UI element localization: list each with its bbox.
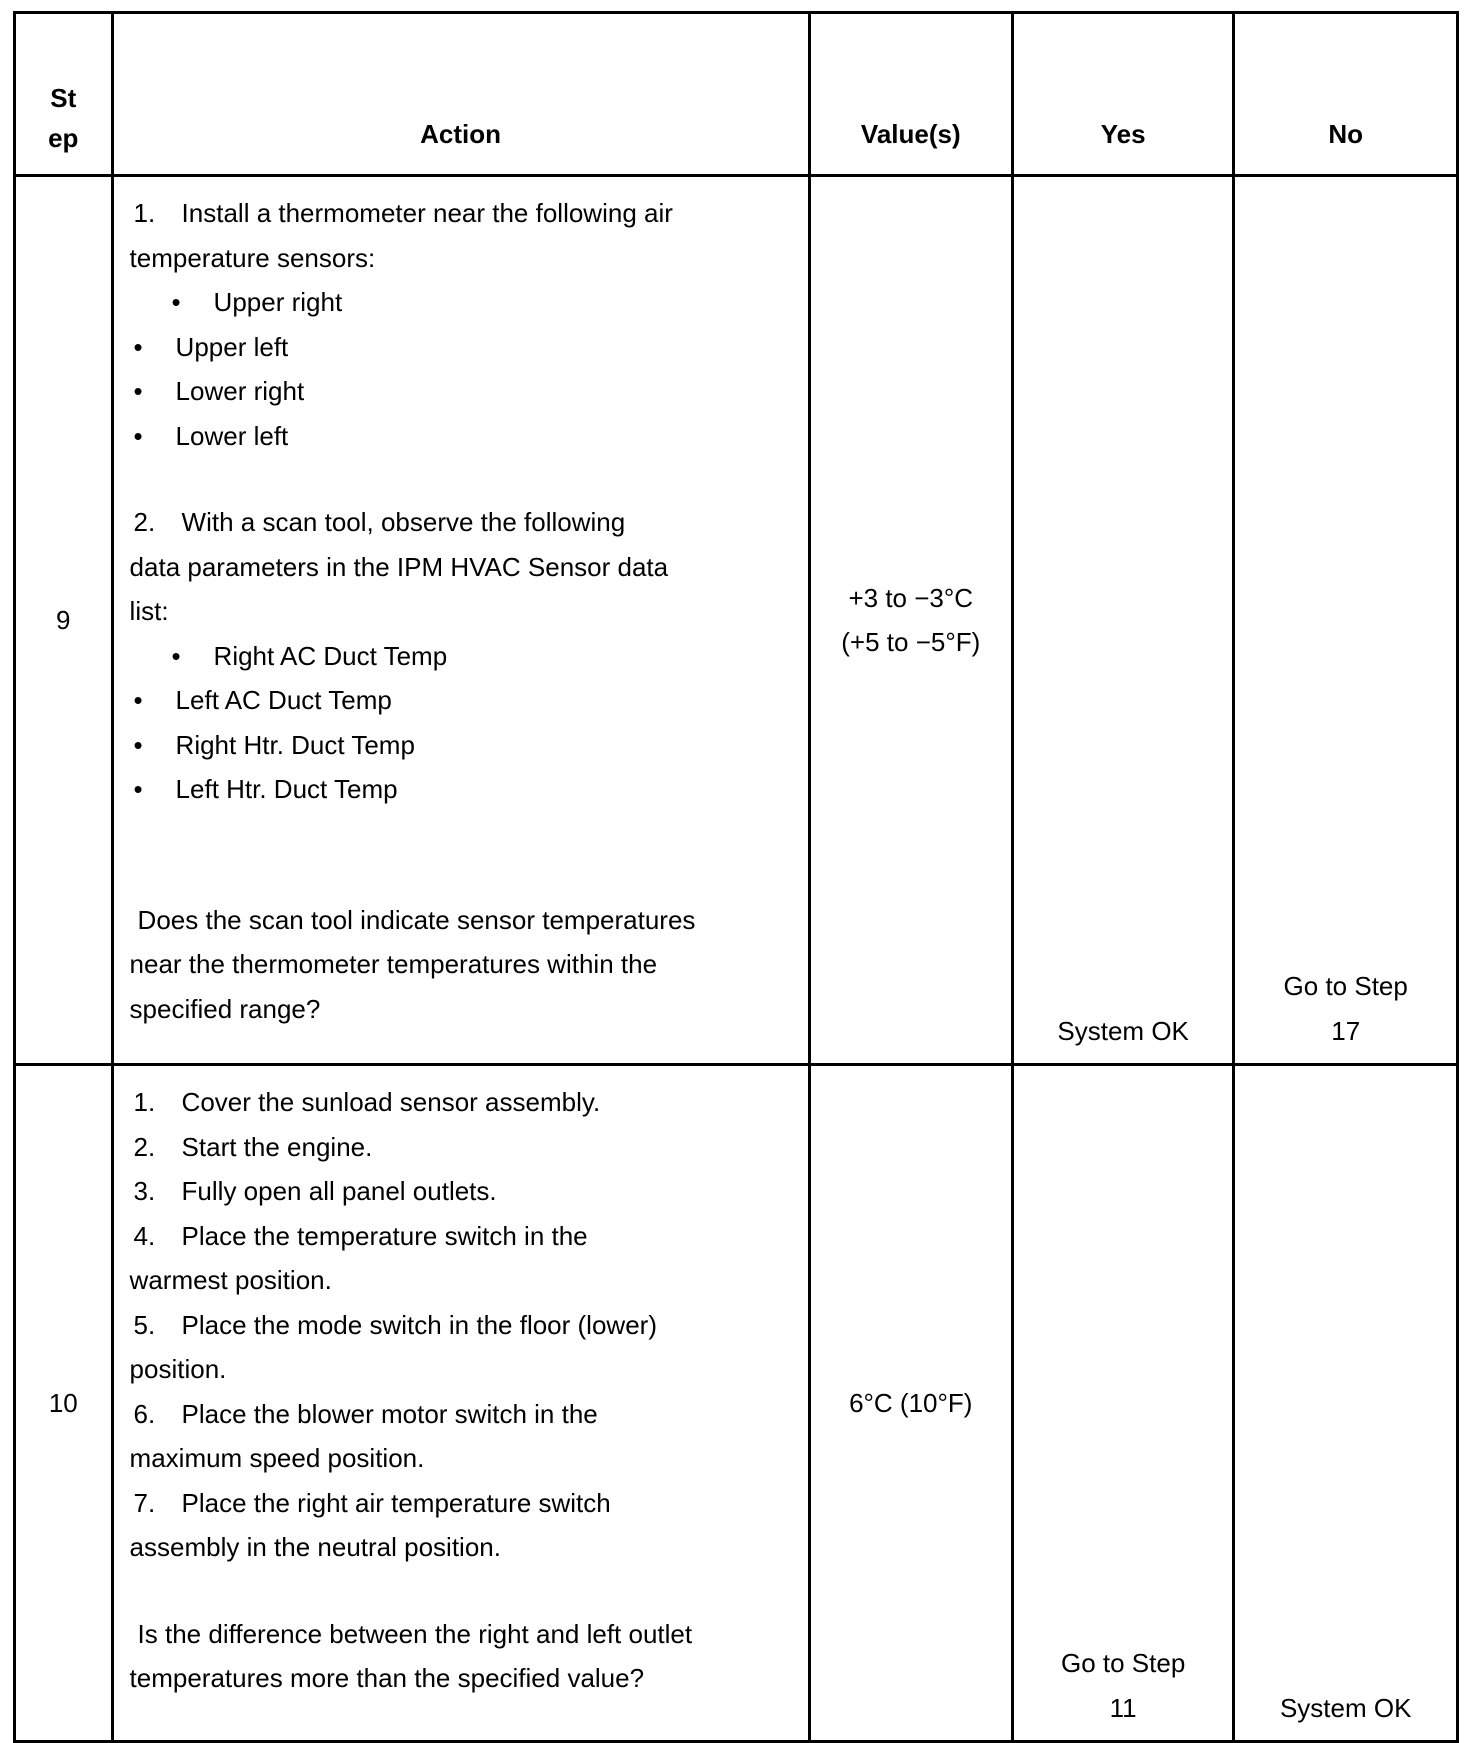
list-item: • Left AC Duct Temp xyxy=(133,685,392,715)
action-item: 2. With a scan tool, observe the following xyxy=(133,507,626,537)
header-step xyxy=(15,13,113,176)
diagnostic-table xyxy=(13,11,1459,1743)
action-item-continuation: assembly in the neutral position. xyxy=(129,1532,501,1562)
action-item: 1. Cover the sunload sensor assembly. xyxy=(133,1087,601,1117)
question-continuation: specified range? xyxy=(129,993,321,1024)
action-item: 3. Fully open all panel outlets. xyxy=(133,1176,497,1206)
value-line1: +3 to −3°C xyxy=(848,583,974,613)
no-cell xyxy=(1234,1065,1458,1742)
no-line2: 17 xyxy=(1331,1015,1361,1046)
action-item-continuation: maximum speed position. xyxy=(129,1443,425,1473)
table-row xyxy=(15,1065,1458,1742)
yes-cell xyxy=(1012,176,1234,1065)
list-item: • Right Htr. Duct Temp xyxy=(133,729,415,760)
action-item: 6. Place the blower motor switch in the xyxy=(133,1398,598,1429)
header-step-line2: ep xyxy=(48,123,79,153)
question: Does the scan tool indicate sensor temperatures xyxy=(137,904,696,935)
list-item: • Upper right xyxy=(171,287,343,317)
header-action: Action xyxy=(112,13,809,176)
action-item-continuation: data parameters in the IPM HVAC Sensor data xyxy=(129,551,669,582)
value-text: 6°C (10°F) xyxy=(849,1388,973,1418)
action-item: 7. Place the right air temperature switch xyxy=(133,1487,611,1518)
question: Is the difference between the right and left outlet xyxy=(137,1618,693,1649)
question-continuation: temperatures more than the specified value? xyxy=(129,1663,645,1693)
header-row xyxy=(15,13,1458,176)
list-item: • Left Htr. Duct Temp xyxy=(133,774,398,804)
action-item: 1. Install a thermometer near the following air xyxy=(133,198,673,228)
no-cell xyxy=(1234,176,1458,1065)
action-item-continuation: position. xyxy=(129,1354,227,1384)
yes-line1: Go to Step xyxy=(1060,1648,1186,1678)
action-item: 5. Place the mode switch in the floor (lower) xyxy=(133,1309,657,1340)
action-cell xyxy=(112,1065,809,1742)
header-no: No xyxy=(1234,13,1458,176)
no-line1: Go to Step xyxy=(1283,971,1408,1001)
step-number: 9 xyxy=(15,176,113,1065)
question-continuation: near the thermometer temperatures within the xyxy=(129,949,658,979)
list-item: • Upper left xyxy=(133,331,289,362)
no-text: System OK xyxy=(1279,1692,1412,1723)
action-cell xyxy=(112,176,809,1065)
list-item: • Lower right xyxy=(133,376,305,406)
action-item: 4. Place the temperature switch in the xyxy=(133,1220,588,1251)
header-step-line1: St xyxy=(50,83,77,113)
value-cell xyxy=(809,176,1012,1065)
table-row xyxy=(15,176,1458,1065)
action-item-continuation: warmest position. xyxy=(129,1265,332,1295)
action-item-continuation: temperature sensors: xyxy=(129,242,376,273)
list-item: • Right AC Duct Temp xyxy=(171,640,448,671)
header-yes: Yes xyxy=(1012,13,1234,176)
list-item: • Lower left xyxy=(133,420,289,451)
yes-text: System OK xyxy=(1057,1015,1189,1046)
action-item-continuation: list: xyxy=(129,596,169,626)
value-cell xyxy=(809,1065,1012,1742)
yes-line2: 11 xyxy=(1109,1692,1137,1723)
yes-cell xyxy=(1012,1065,1234,1742)
value-line2: (+5 to −5°F) xyxy=(841,627,981,657)
header-values: Value(s) xyxy=(809,13,1012,176)
step-number: 10 xyxy=(15,1065,113,1742)
action-item: 2. Start the engine. xyxy=(133,1131,373,1162)
